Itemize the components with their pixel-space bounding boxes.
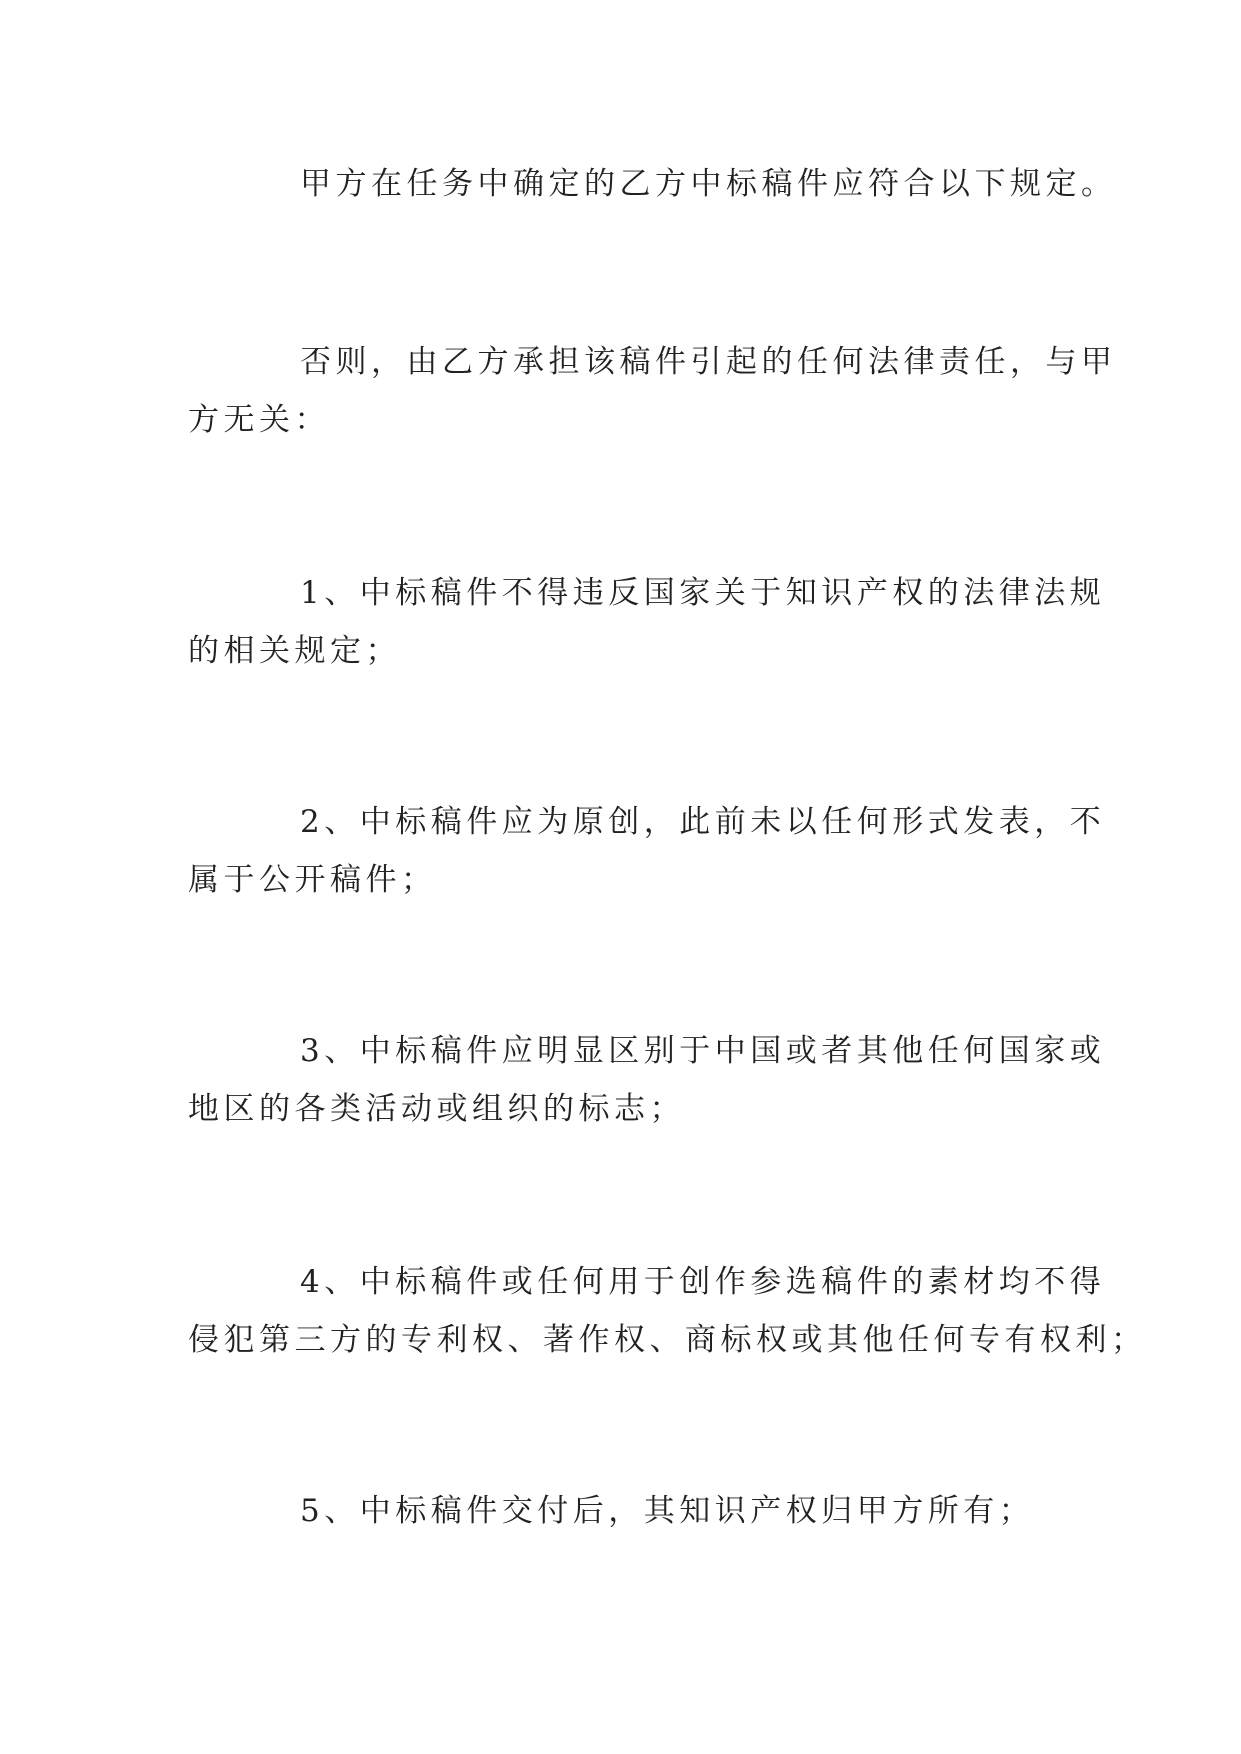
paragraph-3-line-1: 1、中标稿件不得违反国家关于知识产权的法律法规	[300, 575, 1106, 611]
paragraph-2-line-2: 方无关：	[188, 402, 330, 438]
paragraph-5-line-2: 地区的各类活动或组织的标志；	[188, 1091, 685, 1127]
paragraph-7-line-1: 5、中标稿件交付后，其知识产权归甲方所有；	[300, 1493, 1035, 1529]
paragraph-4-line-1: 2、中标稿件应为原创，此前未以任何形式发表，不	[300, 804, 1106, 840]
paragraph-3-line-2: 的相关规定；	[188, 633, 401, 669]
paragraph-6-line-1: 4、中标稿件或任何用于创作参选稿件的素材均不得	[300, 1264, 1106, 1300]
paragraph-4-line-2: 属于公开稿件；	[188, 862, 437, 898]
paragraph-2-line-1: 否则，由乙方承担该稿件引起的任何法律责任，与甲	[300, 344, 1117, 380]
paragraph-5-line-1: 3、中标稿件应明显区别于中国或者其他任何国家或	[300, 1033, 1106, 1069]
paragraph-1-line-1: 甲方在任务中确定的乙方中标稿件应符合以下规定。	[300, 166, 1117, 202]
paragraph-6-line-2: 侵犯第三方的专利权、著作权、商标权或其他任何专有权利；	[188, 1322, 1147, 1358]
